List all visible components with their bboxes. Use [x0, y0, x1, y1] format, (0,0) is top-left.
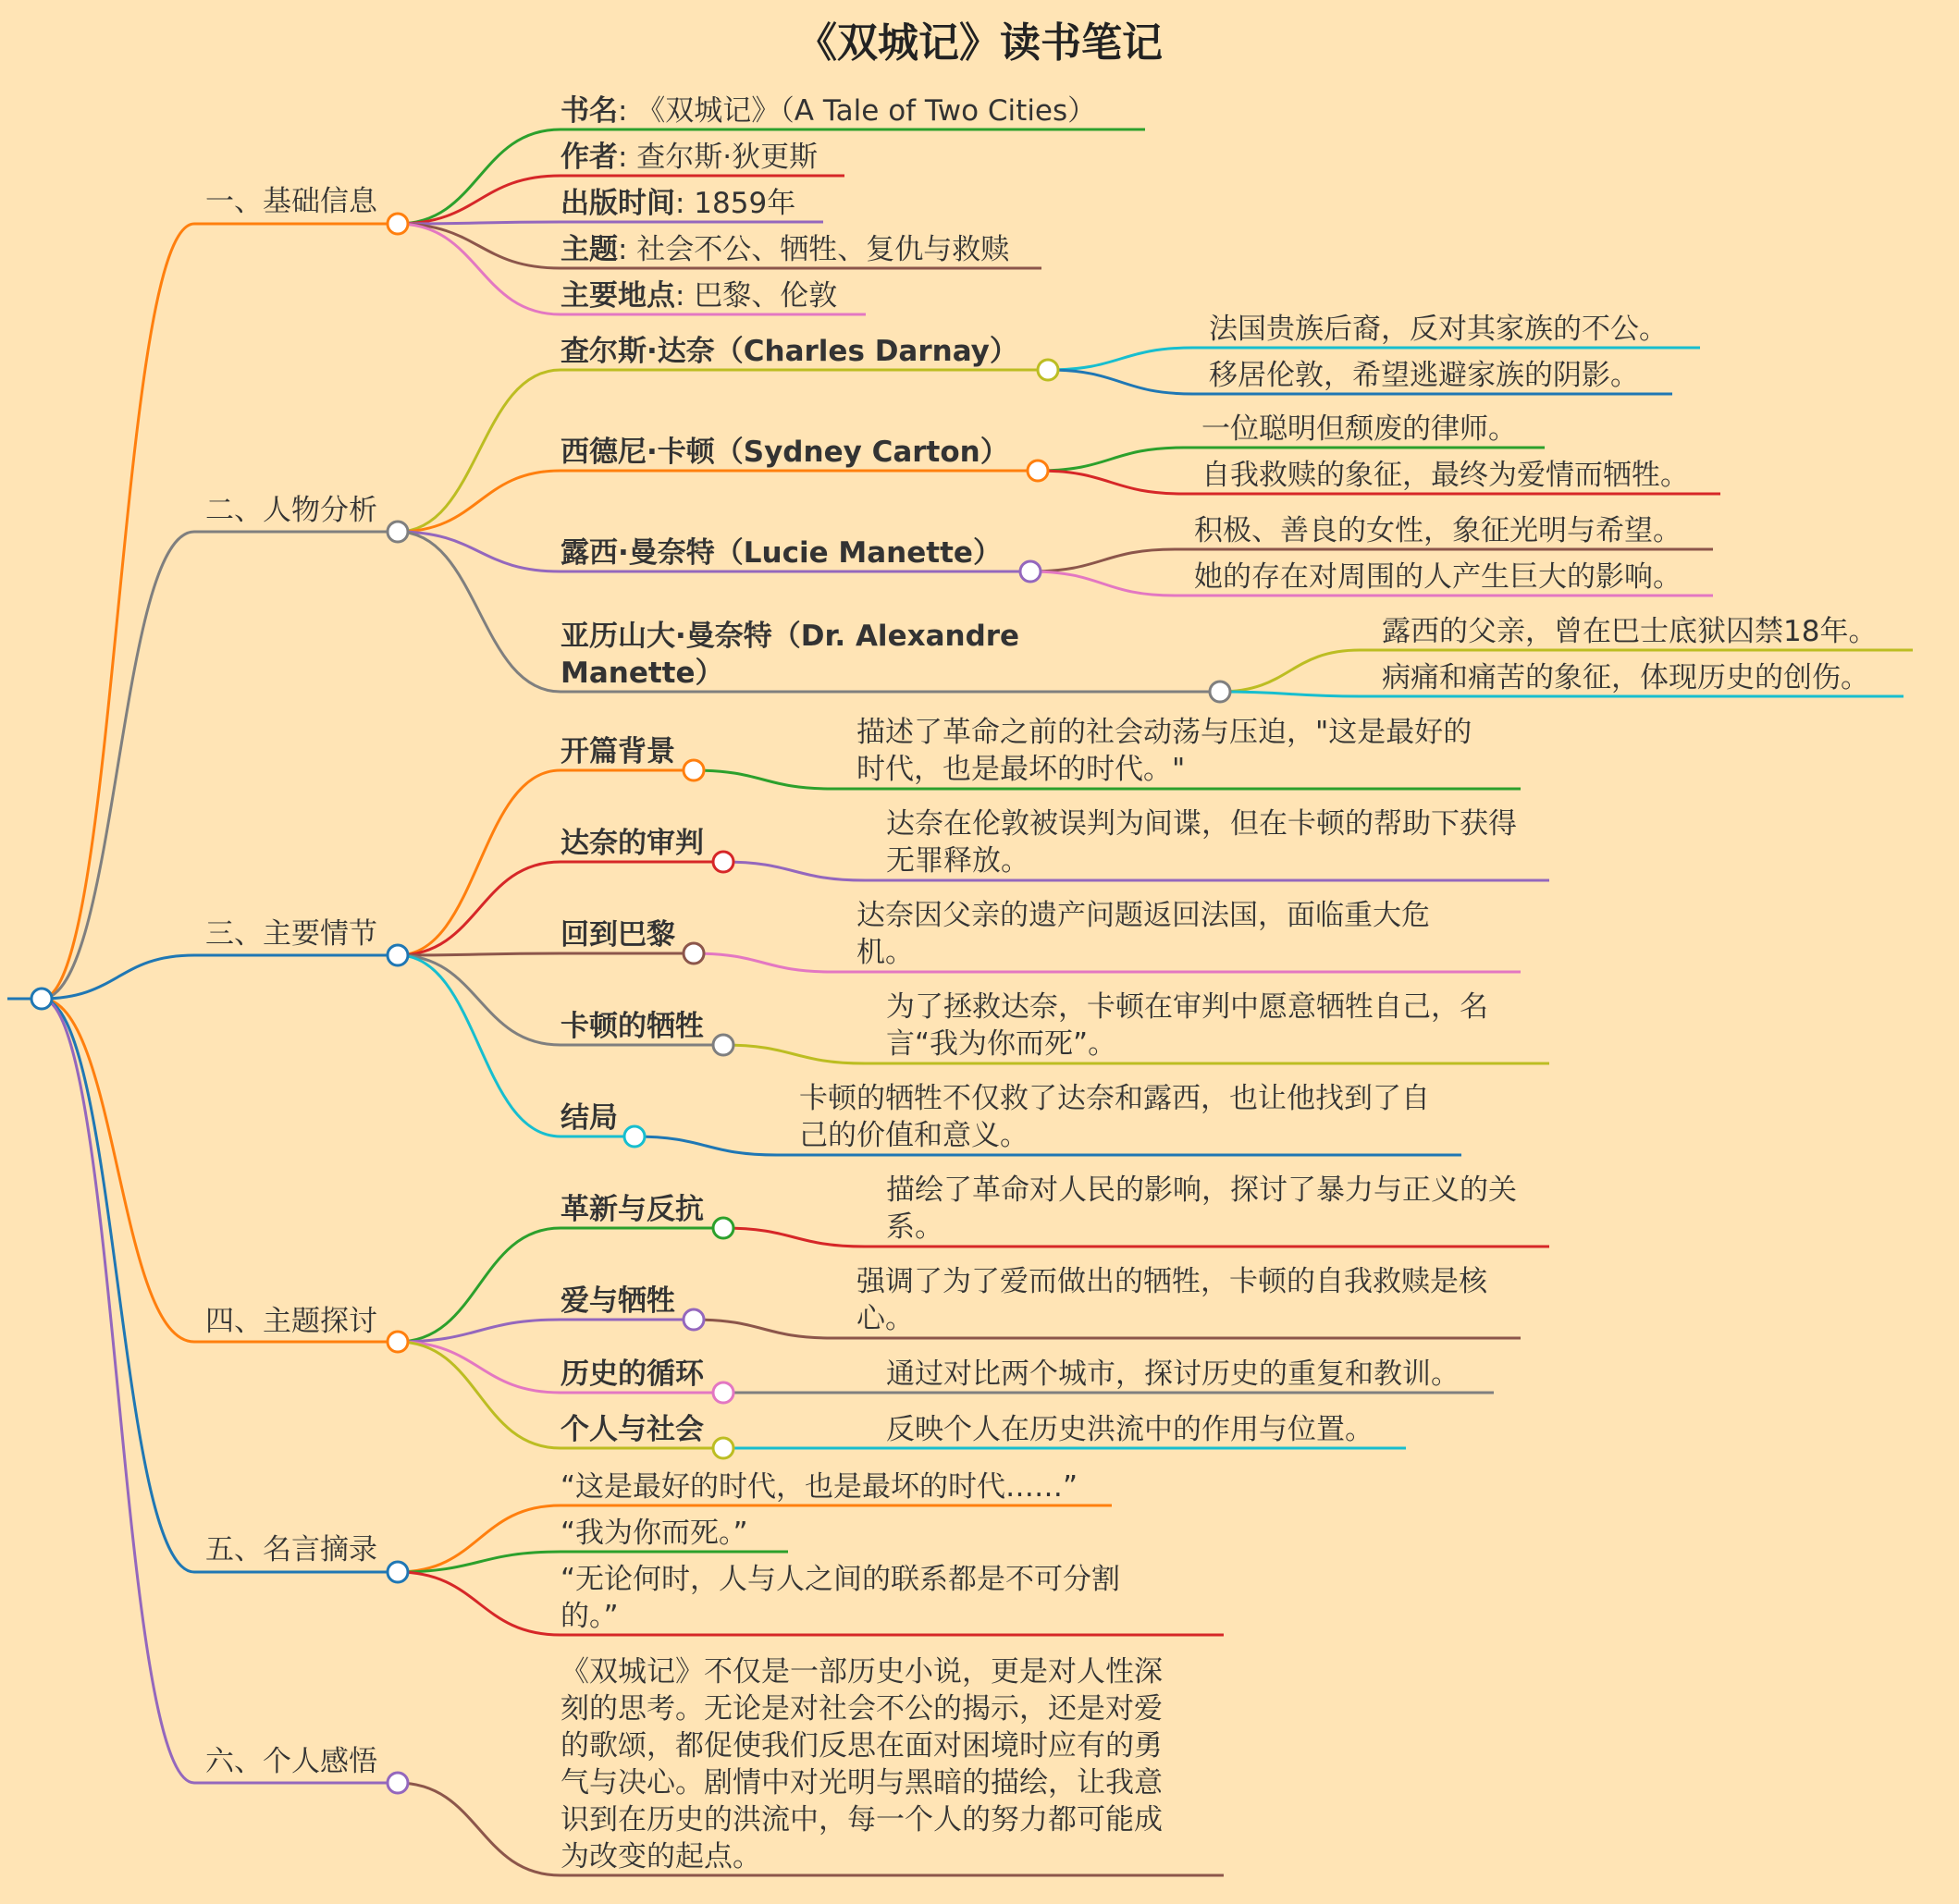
child-connector	[398, 1572, 561, 1635]
child-connector	[398, 471, 561, 532]
child-connector	[398, 532, 561, 692]
child-connector	[398, 224, 561, 268]
child-node-circle	[1028, 461, 1048, 481]
detail-connector	[635, 1136, 777, 1155]
theme-item-love-sacrifice: 爱与牺牲	[561, 1284, 675, 1318]
plot-item-trial: 达奈的审判	[561, 827, 704, 860]
child-node-circle	[713, 1438, 733, 1458]
plot-item-return-paris: 回到巴黎	[561, 918, 675, 952]
branch-label-basic-info: 一、基础信息	[205, 185, 377, 218]
branch-connector	[42, 999, 194, 1783]
detail-connector	[1038, 448, 1184, 471]
character-detail: 露西的父亲，曾在巴士底狱囚禁18年。	[1382, 615, 1878, 648]
plot-detail: 达奈在伦敦被误判为间谍，但在卡顿的帮助下获得无罪释放。	[886, 807, 1517, 878]
character-lucie: 露西·曼奈特（Lucie Manette）	[561, 536, 1002, 570]
child-connector	[398, 955, 561, 1045]
branch-label-quotes: 五、名言摘录	[205, 1533, 377, 1566]
detail-connector	[1030, 571, 1175, 596]
theme-detail: 描绘了革命对人民的影响，探讨了暴力与正义的关系。	[886, 1173, 1517, 1244]
character-detail: 自我救赎的象征，最终为爱情而牺牲。	[1201, 459, 1689, 492]
theme-detail: 反映个人在历史洪流中的作用与位置。	[886, 1413, 1374, 1446]
child-connector	[398, 953, 561, 955]
branch-node-circle	[388, 1332, 408, 1352]
quote-item: “无论何时，人与人之间的联系都是不可分割的。”	[561, 1563, 1121, 1633]
branch-connector	[42, 955, 194, 999]
branch-node-circle	[388, 522, 408, 542]
plot-item-carton-sacrifice: 卡顿的牺牲	[561, 1010, 704, 1043]
child-node-circle	[713, 1218, 733, 1238]
branch-connector	[42, 224, 194, 999]
info-author: 作者: 查尔斯·狄更斯	[561, 141, 819, 174]
character-detail: 她的存在对周围的人产生巨大的影响。	[1194, 560, 1682, 594]
child-connector	[398, 370, 561, 532]
child-node-circle	[684, 943, 704, 964]
theme-item-individual-society: 个人与社会	[561, 1413, 704, 1446]
child-node-circle	[1020, 561, 1041, 582]
branch-node-circle	[388, 1773, 408, 1793]
branch-label-reflection: 六、个人感悟	[205, 1745, 377, 1778]
detail-connector	[694, 770, 832, 789]
theme-item-revolution: 革新与反抗	[561, 1193, 704, 1226]
character-detail: 法国贵族后裔，反对其家族的不公。	[1209, 313, 1668, 346]
detail-connector	[1038, 471, 1184, 494]
detail-connector	[1220, 650, 1360, 692]
child-node-circle	[1210, 682, 1230, 702]
branch-node-circle	[388, 1562, 408, 1582]
child-node-circle	[713, 852, 733, 872]
character-detail: 移居伦敦，希望逃避家族的阴影。	[1209, 359, 1639, 392]
theme-detail: 通过对比两个城市，探讨历史的重复和教训。	[886, 1357, 1460, 1391]
character-detail: 积极、善良的女性，象征光明与希望。	[1194, 514, 1682, 547]
child-connector	[398, 1783, 561, 1875]
detail-connector	[1048, 348, 1193, 370]
info-publish-date: 出版时间: 1859年	[561, 187, 796, 220]
quote-item: “我为你而死。”	[561, 1517, 748, 1550]
branch-connector	[42, 999, 194, 1572]
child-node-circle	[713, 1382, 733, 1403]
branch-node-circle	[388, 214, 408, 234]
plot-detail: 描述了革命之前的社会动荡与压迫，"这是最好的时代，也是最坏的时代。"	[856, 716, 1472, 786]
root-node-circle	[31, 989, 52, 1009]
child-node-circle	[713, 1035, 733, 1055]
character-dr-manette: 亚历山大·曼奈特（Dr. Alexandre Manette）	[561, 620, 1020, 690]
quote-item: “这是最好的时代，也是最坏的时代……”	[561, 1470, 1078, 1504]
branch-label-themes: 四、主题探讨	[205, 1305, 377, 1338]
detail-connector	[723, 1228, 865, 1247]
character-darnay: 查尔斯·达奈（Charles Darnay）	[561, 335, 1018, 368]
branch-label-characters: 二、人物分析	[205, 494, 377, 527]
child-node-circle	[684, 760, 704, 780]
branch-label-plot: 三、主要情节	[205, 917, 377, 951]
detail-connector	[694, 953, 832, 972]
plot-item-ending: 结局	[561, 1101, 618, 1135]
detail-connector	[723, 1045, 865, 1063]
detail-connector	[723, 862, 865, 880]
child-connector	[398, 1342, 561, 1393]
child-connector	[398, 224, 561, 314]
child-node-circle	[1038, 360, 1058, 380]
character-carton: 西德尼·卡顿（Sydney Carton）	[561, 436, 1009, 469]
detail-connector	[694, 1320, 832, 1338]
detail-connector	[1220, 692, 1360, 696]
plot-detail: 达奈因父亲的遗产问题返回法国，面临重大危机。	[856, 899, 1430, 969]
info-locations: 主要地点: 巴黎、伦敦	[561, 279, 838, 313]
theme-item-history-cycle: 历史的循环	[561, 1357, 704, 1391]
child-connector	[398, 1342, 561, 1448]
child-connector	[398, 770, 561, 955]
character-detail: 一位聪明但颓废的律师。	[1201, 412, 1517, 446]
plot-item-opening: 开篇背景	[561, 735, 675, 768]
plot-detail: 卡顿的牺牲不仅救了达奈和露西，也让他找到了自己的价值和意义。	[799, 1082, 1430, 1152]
character-detail: 病痛和痛苦的象征，体现历史的创伤。	[1382, 661, 1869, 694]
branch-node-circle	[388, 945, 408, 965]
reflection-text: 《双城记》不仅是一部历史小说，更是对人性深刻的思考。无论是对社会不公的揭示，还是对爱的歌颂，都促使我们反思在面对困境时应有的勇气与决心。剧情中对光明与黑暗的描绘，让我意识到在历史的洪流中，每一个人的努力都可能成为改变的起点。	[561, 1655, 1163, 1873]
detail-connector	[1030, 549, 1175, 571]
theme-detail: 强调了为了爱而做出的牺牲，卡顿的自我救赎是核心。	[856, 1265, 1487, 1335]
info-theme: 主题: 社会不公、牺牲、复仇与救赎	[561, 233, 1010, 266]
child-connector	[398, 955, 561, 1136]
child-connector	[398, 176, 561, 224]
page-title: 《双城记》读书笔记	[796, 19, 1163, 67]
child-connector	[398, 862, 561, 955]
child-connector	[398, 1228, 561, 1342]
detail-connector	[1048, 370, 1193, 394]
child-node-circle	[684, 1309, 704, 1330]
info-book-title: 书名: 《双城记》（A Tale of Two Cities）	[561, 94, 1097, 128]
plot-detail: 为了拯救达奈，卡顿在审判中愿意牺牲自己，名言“我为你而死”。	[886, 990, 1488, 1061]
child-node-circle	[624, 1126, 645, 1147]
